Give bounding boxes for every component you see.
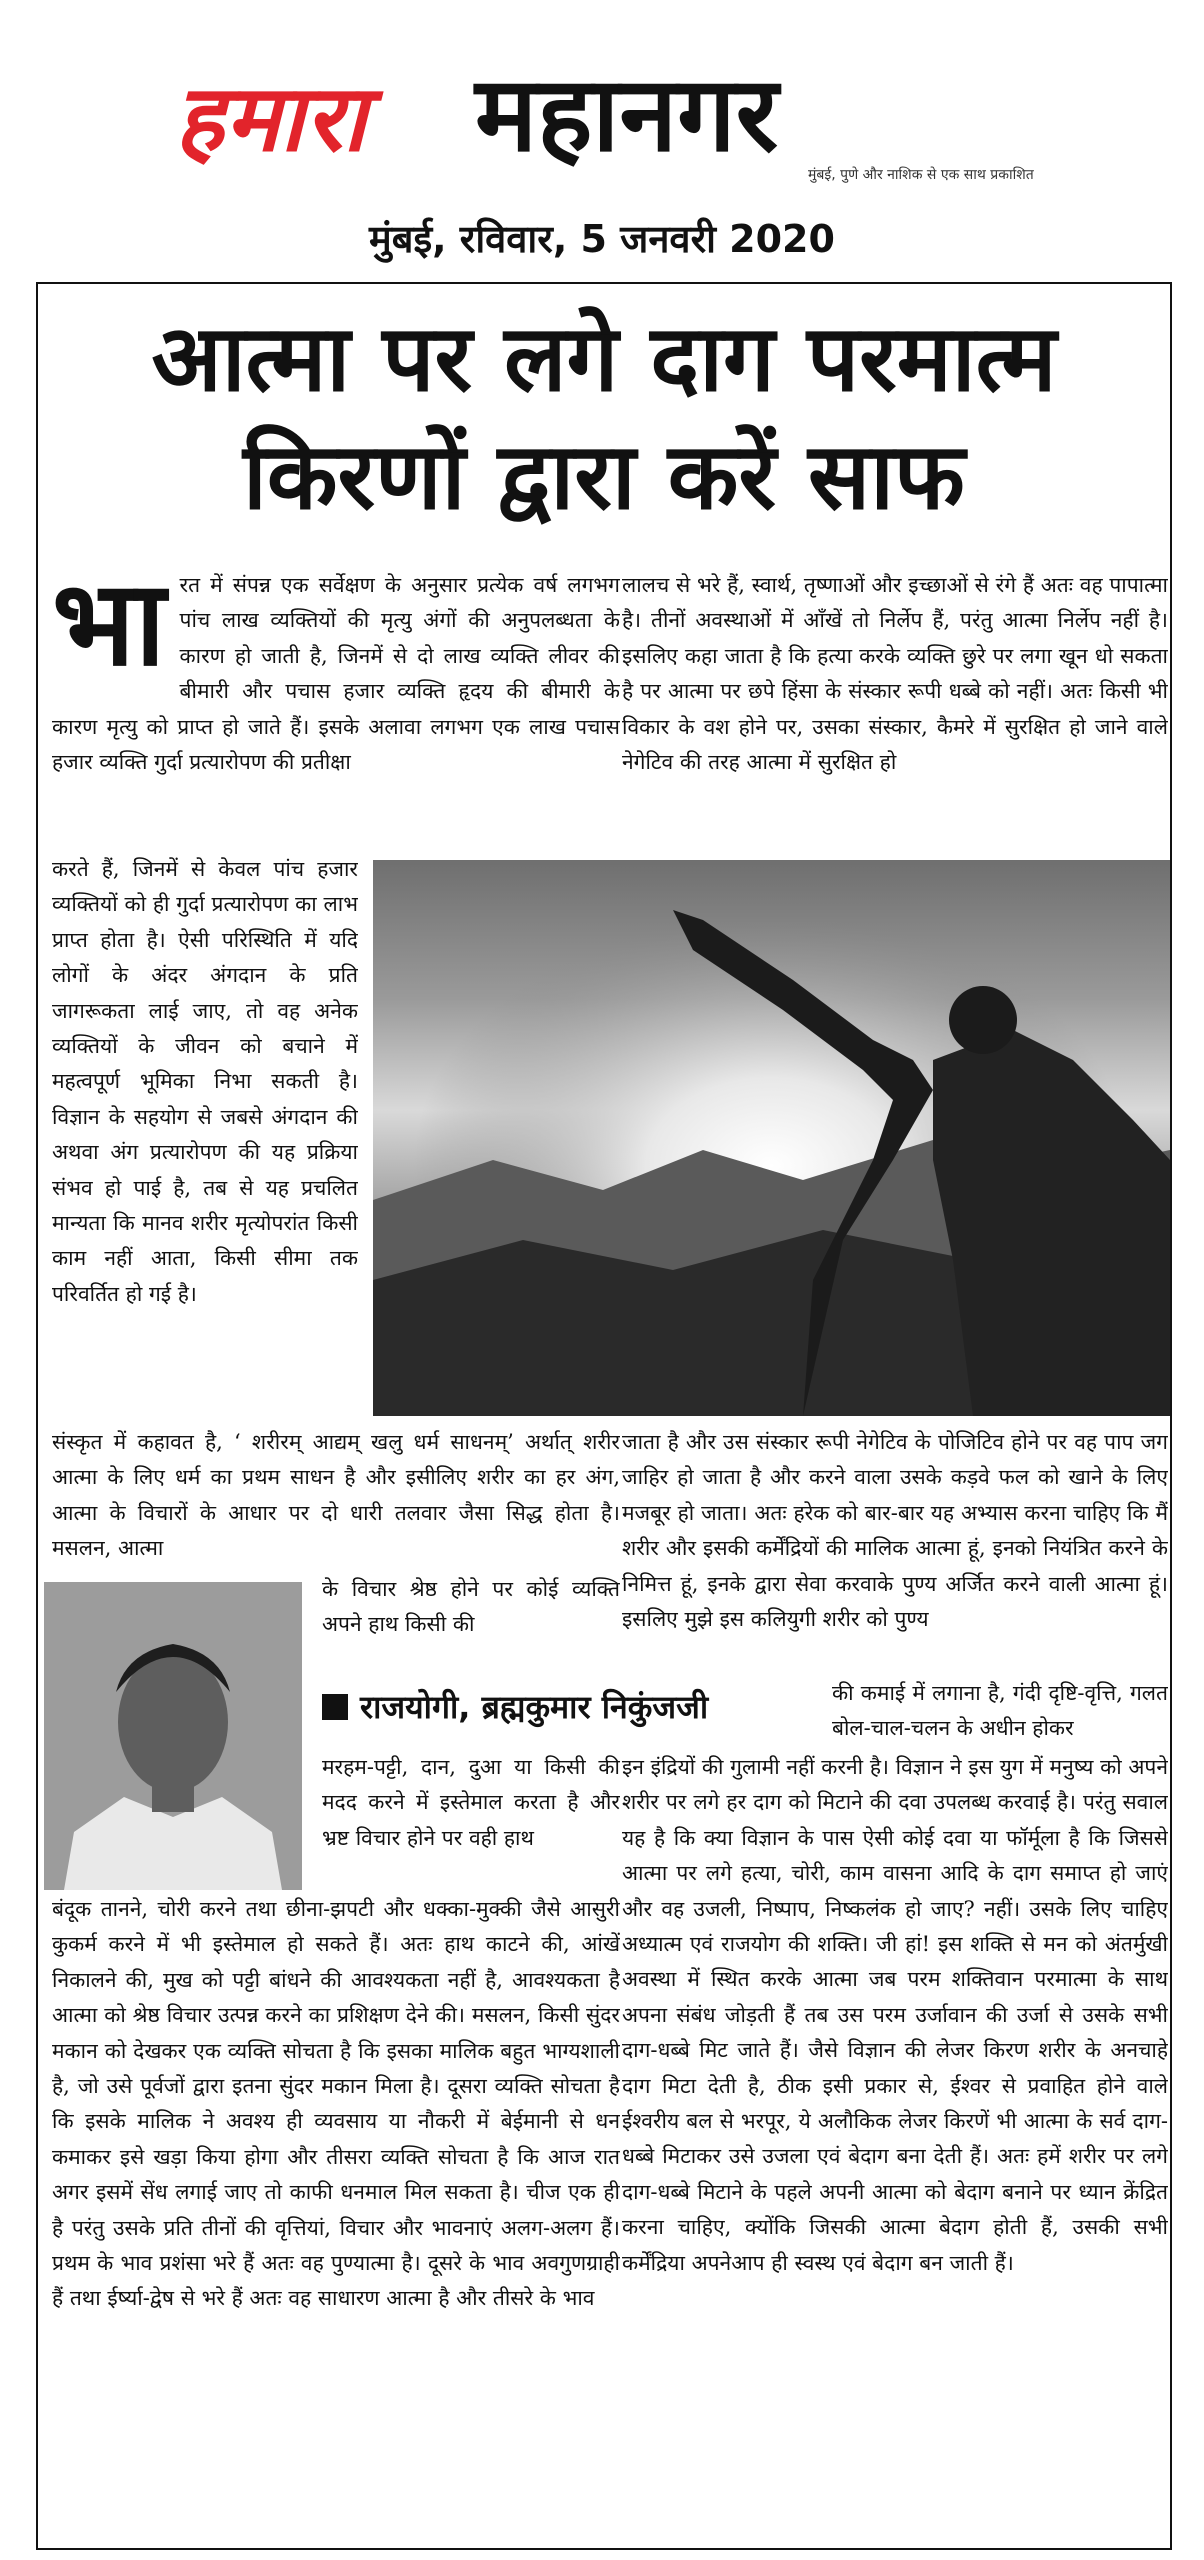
col1-mid	[52, 1425, 620, 1569]
article-headline	[36, 300, 1172, 536]
col1-narrow-text: करते हैं, जिनमें से केवल पांच हजार व्यक्तियों को ही गुर्दा प्रत्यारोपण का लाभ प्राप्त होता है। ऐसी परिस्थिति में यदि लोगों के अंदर अंगदान के प्रति जागरूकता लाई जाए, तो वह अनेक व्यक्तियों के जीवन को बचाने में महत्वपूर्ण भूमिका निभा सकती है। विज्ञान के सहयोग से जबसे अंगदान की अथवा अंग प्रत्यारोपण की यह प्रक्रिया संभव हो पाई है, तब से यह प्रचलित मान्यता कि मानव शरीर मृत्योपरांत किसी काम नहीं आता, किसी सीमा तक परिवर्तित हो गई है।	[52, 857, 358, 1306]
col1-beside-photo-a	[322, 1572, 620, 1680]
col1-bottom	[52, 1892, 620, 2538]
masthead-tagline: मुंबई, पुणे और नाशिक से एक साथ प्रकाशित	[808, 167, 1034, 183]
headline-line-1: आत्मा पर लगे दाग परमात्म	[151, 305, 1057, 412]
col1-intro	[52, 568, 620, 850]
byline	[322, 1685, 708, 1728]
col2-mid-text: जाता है और उस संस्कार रूपी नेगेटिव के पोजिटिव होने पर वह पाप जग जाहिर हो जाता है और करने वाला उसके कड़वे फल को खाने के लिए मजबूर हो जाता। अतः हरेक को बार-बार यह अभ्यास करना चाहिए कि मैं शरीर और इसकी कर्मेंद्रियों की मालिक आत्मा हूं, इनको नियंत्रित करने के निमित्त हूं, इनके द्वारा सेवा करवाके पुण्य अर्जित करने वाली आत्मा हूं। इसलिए मुझे इस कलियुगी शरीर को पुण्य	[622, 1430, 1168, 1632]
author-photo-art	[44, 1582, 302, 1890]
col2-mid	[622, 1425, 1168, 1675]
masthead	[0, 0, 1204, 200]
col1-mid-text: संस्कृत में कहावत है, ‘ शरीरम् आद्यम् खलु धर्म साधनम्’ अर्थात् शरीर आत्मा के लिए धर्म का प्रथम साधन है और इसीलिए शरीर का हर अंग, आत्मा के विचारों के आधार पर दो धारी तलवार जैसा सिद्ध होता है। मसलन, आत्मा	[52, 1430, 620, 1561]
byline-text: राजयोगी, ब्रह्मकुमार निकुंजजी	[360, 1688, 709, 1726]
headline-line-2: किरणों द्वारा करें साफ	[243, 423, 965, 530]
col2-bottom	[622, 1750, 1168, 2538]
col1-beside-photo-b	[322, 1750, 620, 1894]
col2-top	[622, 568, 1168, 854]
col2-beside-byline	[832, 1676, 1168, 1748]
brand-logo-black: महानगर	[475, 53, 779, 175]
main-photo-man-raising-arm	[373, 860, 1170, 1416]
byline-square-icon	[322, 1694, 348, 1720]
main-photo-art	[373, 860, 1170, 1416]
col1-beside-photo-a-text: के विचार श्रेष्ठ होने पर कोई व्यक्ति अपने हाथ किसी की	[322, 1577, 620, 1637]
col2-top-text: लालच से भरे हैं, स्वार्थ, तृष्णाओं और इच्छाओं से रंगे हैं अतः वह पापात्मा है। तीनों अवस्थाओं में आँखें तो निर्लेप हैं, परंतु आत्मा निर्लेप नहीं है। इसलिए कहा जाता है कि हत्या करके व्यक्ति छुरे पर लगा खून धो सकता है पर आत्मा पर छपे हिंसा के संस्कार रूपी धब्बे को नहीं। अतः किसी भी विकार के वश होने पर, उसका संस्कार, कैमरे में सुरक्षित हो जाने वाले नेगेटिव की तरह आत्मा में सुरक्षित हो	[622, 573, 1168, 775]
col2-bottom-text: इन इंद्रियों की गुलामी नहीं करनी है। विज्ञान ने इस युग में मनुष्य को अपने शरीर पर लगे हर दाग को मिटाने की दवा उपलब्ध करवाई है। परंतु सवाल यह है कि क्या विज्ञान के पास ऐसी कोई दवा या फॉर्मूला है कि जिससे आत्मा पर लगे हत्या, चोरी, काम वासना आदि के दाग समाप्त हो जाएं और वह उजली, निष्पाप, निष्कलंक हो जाए? नहीं। उसके लिए चाहिए अध्यात्म एवं राजयोग की शक्ति। जी हां! इस शक्ति से मन को अंतर्मुखी अवस्था में स्थित करके आत्मा जब परम शक्तिवान परमात्मा के साथ अपना संबंध जोड़ती हैं तब उस परम उर्जावान की उर्जा से उसके सभी दाग-धब्बे मिट जाते हैं। जैसे विज्ञान की लेजर किरण शरीर के अनचाहे दाग मिटा देती है, ठीक इसी प्रकार से, ईश्वर से प्रवाहित होने वाले ईश्वरीय बल से भरपूर, ये अलौकिक लेजर किरणें भी आत्मा के सर्व दाग-धब्बे मिटाकर उसे उजला एवं बेदाग बना देती हैं। अतः हमें शरीर पर लगे दाग-धब्बे मिटाने के पहले अपनी आत्मा को बेदाग बनाने पर ध्यान क्रेंद्रित करना चाहिए, क्योंकि जिसकी आत्मा बेदाग होती हैं, उसकी सभी कर्मेंद्रिया अपनेआप ही स्वस्थ एवं बेदाग बन जाती हैं।	[622, 1755, 1168, 2275]
author-photo	[44, 1582, 302, 1890]
col2-beside-byline-text: की कमाई में लगाना है, गंदी दृष्टि-वृत्ति, गलत बोल-चाल-चलन के अधीन होकर	[832, 1681, 1168, 1741]
dateline: मुंबई, रविवार, 5 जनवरी 2020	[369, 217, 835, 261]
drop-cap: भा	[52, 568, 166, 692]
col1-beside-photo-b-text: मरहम-पट्टी, दान, दुआ या किसी की मदद करने में इस्तेमाल करता है और भ्रष्ट विचार होने पर वही हाथ	[322, 1755, 620, 1850]
col1-intro-text: रत में संपन्न एक सर्वेक्षण के अनुसार प्रत्येक वर्ष लगभग पांच लाख व्यक्तियों की मृत्यु अंगों की अनुपलब्धता के कारण हो जाती है, जिनमें से दो लाख व्यक्ति लीवर की बीमारी और पचास हजार व्यक्ति हृदय की बीमारी के कारण मृत्यु को प्राप्त हो जाते हैं। इसके अलावा लगभग एक लाख पचास हजार व्यक्ति गुर्दा प्रत्यारोपण की प्रतीक्षा	[52, 573, 620, 775]
col1-narrow	[52, 852, 358, 1422]
col1-bottom-text: बंदूक तानने, चोरी करने तथा छीना-झपटी और धक्का-मुक्की जैसे आसुरी कुकर्म करने में भी इस्तेमाल हो सकते हैं। अतः हाथ काटने की, आंखें निकालने की, मुख को पट्टी बांधने की आवश्यकता नहीं है, आवश्यकता है आत्मा को श्रेष्ठ विचार उत्पन्न करने का प्रशिक्षण देने की। मसलन, किसी सुंदर मकान को देखकर एक व्यक्ति सोचता है कि इसका मालिक बहुत भाग्यशाली है, जो उसे पूर्वजों द्वारा इतना सुंदर मकान मिला है। दूसरा व्यक्ति सोचता है कि इसके मालिक ने अवश्य ही व्यवसाय या नौकरी में बेईमानी से धन कमाकर इसे खड़ा किया होगा और तीसरा व्यक्ति सोचता है कि आज रात अगर इसमें सेंध लगाई जाए तो काफी धनमाल मिल सकता है। चीज एक ही है परंतु उसके प्रति तीनों की वृत्तियां, विचार और भावनाएं अलग-अलग हैं। प्रथम के भाव प्रशंसा भरे हैं अतः वह पुण्यात्मा है। दूसरे के भाव अवगुणग्राही हैं तथा ईर्ष्या-द्वेष से भरे हैं अतः वह साधारण आत्मा है और तीसरे के भाव	[52, 1897, 620, 2311]
brand-logo-red: हमारा	[175, 65, 368, 172]
